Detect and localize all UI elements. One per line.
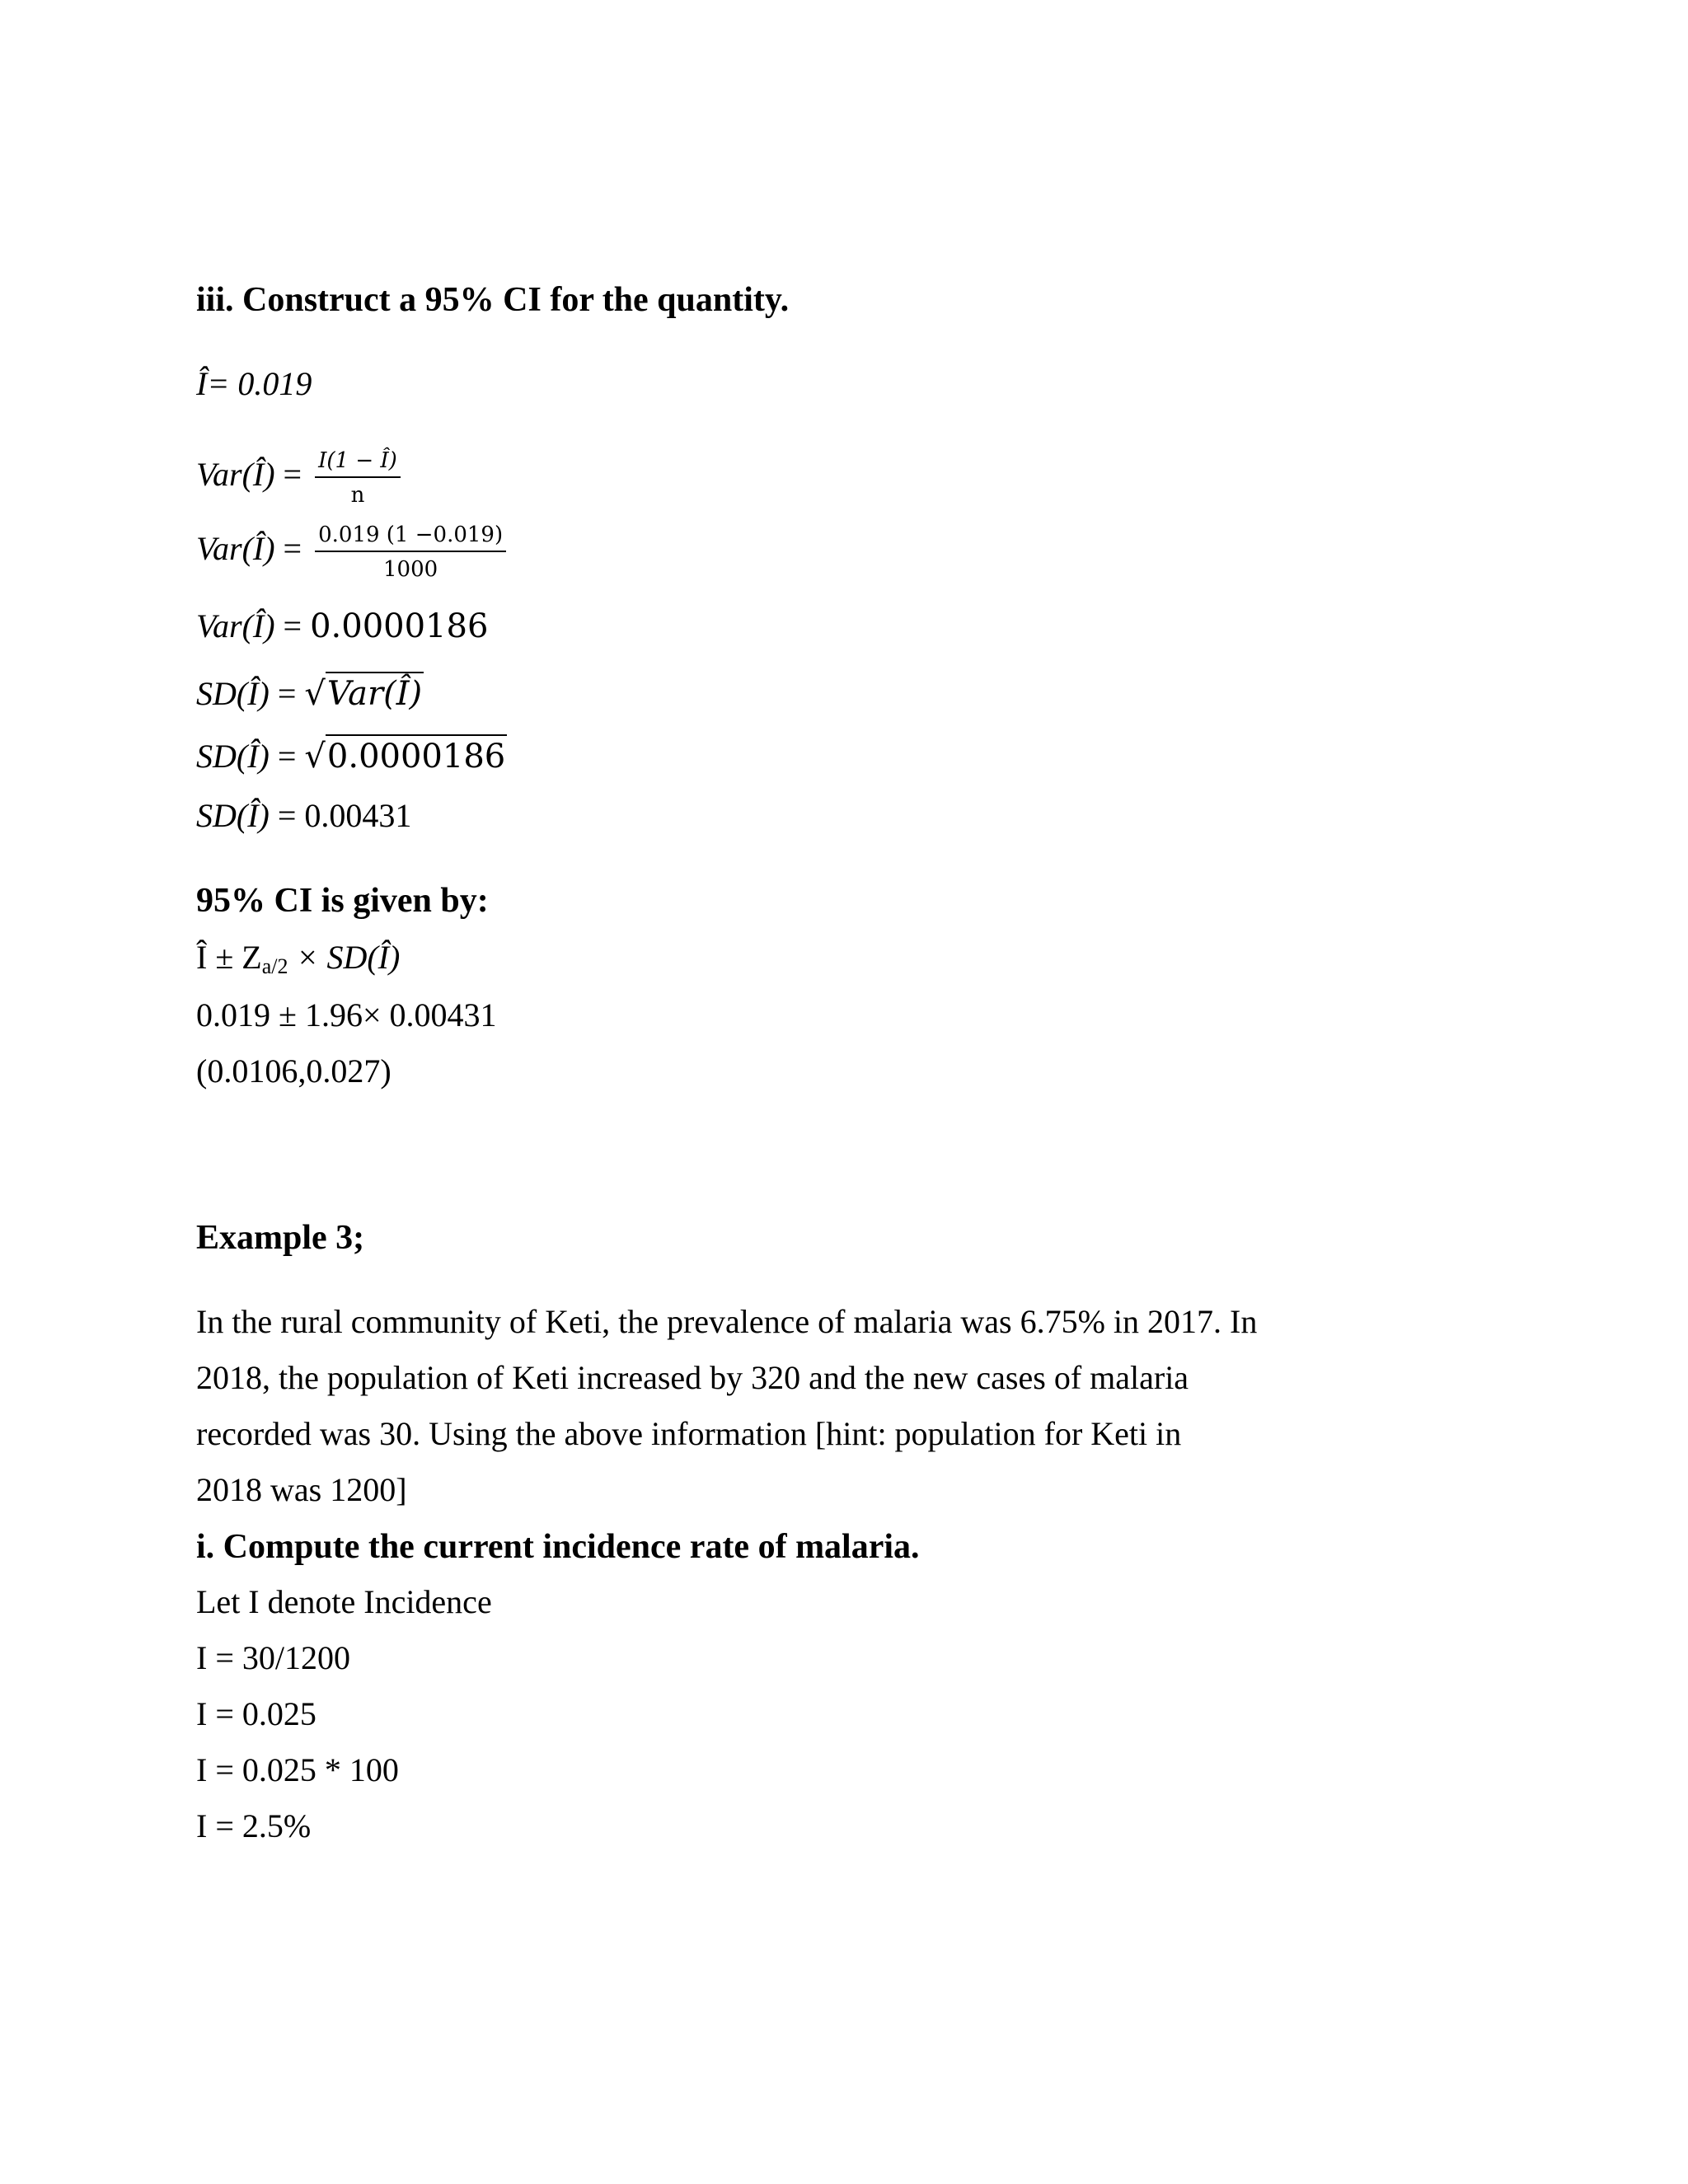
var-lhs: Var(Î) [196, 456, 275, 494]
radical-icon: √ [304, 675, 326, 713]
ci-formula-b: × SD(Î) [288, 939, 401, 976]
ci-formula-a: Î ± Z [196, 939, 262, 976]
sd-formula [196, 675, 424, 713]
square-root [304, 738, 507, 776]
radical-icon: √ [304, 738, 326, 776]
ci-heading: 95% CI is given by: [196, 882, 489, 920]
step-line: I = 0.025 [196, 1695, 316, 1732]
equals-sign: = [283, 607, 302, 644]
fraction-denominator: n [350, 483, 365, 508]
sd-result [196, 799, 411, 832]
paragraph-line: recorded was 30. Using the above information [hint: population for Keti in [196, 1415, 1182, 1452]
equals-sign: = [283, 456, 302, 494]
paragraph-line: 2018 was 1200] [196, 1471, 407, 1508]
radicand: Var(Î) [326, 672, 424, 713]
sd-lhs: SD(Î) [196, 738, 270, 775]
equals-sign: = [277, 797, 297, 834]
ci-formula [196, 941, 400, 977]
sd-value: 0.00431 [304, 797, 412, 834]
paragraph-line: In the rural community of Keti, the prevalence of malaria was 6.75% in 2017. In [196, 1303, 1258, 1340]
fraction-numerator: I(1 − Î) [315, 450, 401, 478]
radicand: 0.0000186 [326, 734, 507, 776]
sd-lhs: SD(Î) [196, 797, 270, 834]
sd-lhs: SD(Î) [196, 675, 270, 712]
step-line: I = 30/1200 [196, 1639, 350, 1676]
fraction-denominator: 1000 [383, 557, 438, 582]
equals-sign: = [283, 530, 302, 568]
paragraph-line: 2018, the population of Keti increased by 320 and the new cases of malaria [196, 1359, 1189, 1396]
step-line: I = 2.5% [196, 1807, 312, 1844]
question-heading: i. Compute the current incidence rate of malaria. [196, 1528, 920, 1566]
variance-value: 0.0000186 [310, 607, 489, 645]
ci-calc: 0.019 ± 1.96× 0.00431 [196, 996, 497, 1033]
fraction-numerator: 0.019 (1 −0.019) [315, 524, 506, 552]
example-title: Example 3; [196, 1219, 365, 1257]
var-lhs: Var(Î) [196, 530, 275, 568]
ci-formula-subscript: a/2 [261, 954, 288, 978]
section-heading: iii. Construct a 95% CI for the quantity. [196, 281, 790, 319]
equals-sign: = [277, 738, 297, 775]
step-line: Let I denote Incidence [196, 1583, 492, 1620]
variance-result [196, 607, 489, 645]
variance-fraction [315, 450, 401, 506]
sd-substitution [196, 738, 507, 776]
equals-sign: = [277, 675, 297, 712]
ci-result: (0.0106,0.027) [196, 1052, 392, 1090]
i-hat-value: Î= 0.019 [196, 365, 312, 402]
square-root [304, 675, 424, 713]
variance-substitution [196, 524, 506, 580]
var-lhs: Var(Î) [196, 607, 275, 644]
variance-formula [196, 450, 401, 506]
variance-sub-fraction [315, 524, 506, 580]
step-line: I = 0.025 * 100 [196, 1751, 399, 1788]
